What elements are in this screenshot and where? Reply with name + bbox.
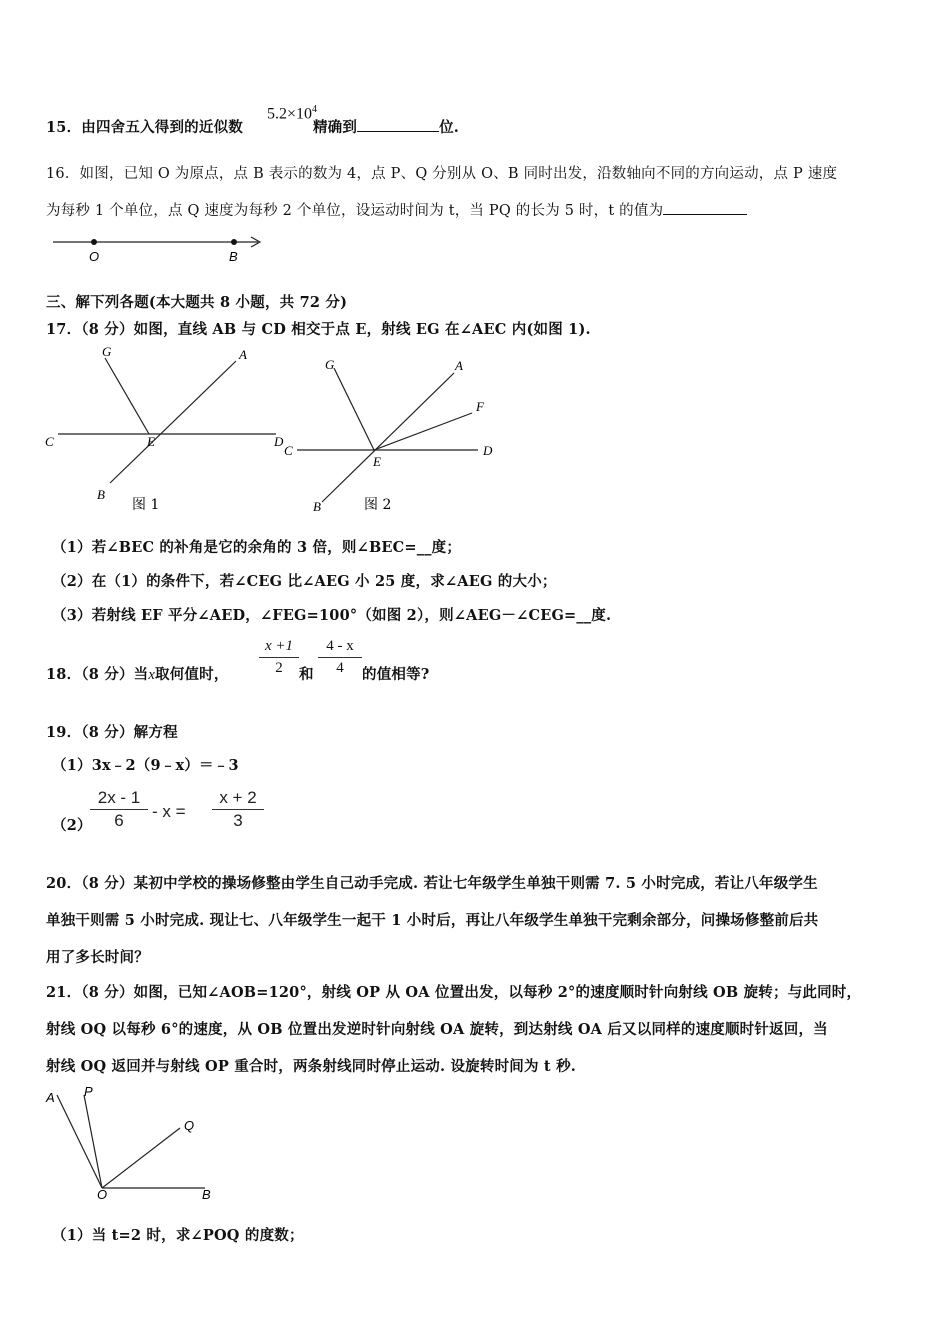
fig1-label-c: C [45, 434, 54, 449]
q16-number-line-figure [50, 230, 270, 270]
q17-stem: 17．（8 分）如图，直线 AB 与 CD 相交于点 E，射线 EG 在∠AEC 内(如图 1). [46, 321, 591, 338]
q18-frac2-denominator: 4 [336, 660, 344, 676]
q18-fraction-2 [318, 638, 362, 677]
q19-part-1: （1）3x﹣2（9﹣x）＝﹣3 [52, 757, 239, 774]
q20-line-3: 用了多长时间？ [46, 949, 149, 966]
fig1-label-g: G [102, 344, 112, 359]
q18-frac2-numerator: 4 - x [326, 638, 354, 654]
q18-frac1-bar [259, 657, 299, 658]
q17-part-1: （1）若∠BEC 的补角是它的余角的 3 倍，则∠BEC=__度； [52, 539, 462, 556]
q19-frac2-bar [212, 809, 264, 810]
q16-line-1: 16．如图，已知 O 为原点，点 B 表示的数为 4，点 P、Q 分别从 O、B 同时出发，沿数轴向不同的方向运动，点 P 速度 [46, 166, 838, 182]
line-ab-2 [322, 373, 454, 502]
q19-fraction-2 [212, 788, 264, 831]
q19-part-2-label: （2） [52, 817, 92, 834]
q17-part-3: （3）若射线 EF 平分∠AED，∠FEG=100°（如图 2），则∠AEG－∠CEG=__度. [52, 607, 612, 624]
q19-middle: - x = [152, 802, 186, 821]
q18-text-a: 18．（8 分）当 [46, 666, 149, 683]
q15-text-c: 位. [439, 119, 460, 136]
q19-stem: 19．（8 分）解方程 [46, 724, 178, 741]
q16-answer-blank[interactable] [663, 214, 747, 215]
fig2-label-f: F [476, 399, 484, 414]
ray-eg [105, 358, 149, 434]
q19-frac1-denominator: 6 [114, 811, 124, 830]
q18-line [46, 663, 229, 684]
fig2-label-a: A [455, 358, 463, 373]
q18-variable: x [148, 667, 156, 683]
q15-answer-blank[interactable] [357, 131, 439, 132]
point-b-dot [231, 239, 237, 245]
q19-fraction-1 [90, 788, 148, 831]
fig21-label-q: Q [184, 1118, 195, 1133]
q18-frac1-numerator: x +1 [264, 638, 294, 654]
q15-line [46, 116, 459, 137]
fig2-caption: 图 2 [364, 497, 392, 513]
fig1-caption: 图 1 [132, 497, 160, 513]
q18-frac2-bar [318, 657, 362, 658]
fig1-label-d: D [274, 434, 284, 449]
q21-angle-figure [40, 1080, 230, 1205]
q19-frac2-numerator: x + 2 [219, 788, 257, 807]
q18-and: 和 [299, 666, 314, 683]
q20-line-1: 20．（8 分）某初中学校的操场修整由学生自己动手完成. 若让七年级学生单独干则需 7. 5 小时完成，若让八年级学生 [46, 875, 818, 892]
label-b: B [229, 249, 238, 264]
q16-line-2 [46, 199, 747, 220]
q18-text-b: 取何值时， [155, 666, 229, 683]
q18-frac1-denominator: 2 [275, 660, 283, 676]
q21-line-1: 21．（8 分）如图，已知∠AOB=120°，射线 OP 从 OA 位置出发，以每秒 2°的速度顺时针向射线 OB 旋转；与此同时， [46, 984, 862, 1001]
section-3-heading: 三、解下列各题(本大题共 8 小题，共 72 分) [46, 294, 348, 311]
q19-frac1-numerator: 2x - 1 [97, 788, 141, 807]
fig21-label-o: O [97, 1187, 108, 1202]
q16-line-2-text: 为每秒 1 个单位，点 Q 速度为每秒 2 个单位，设运动时间为 t，当 PQ 的长为 5 时，t 的值为 [46, 203, 664, 219]
q18-text-c: 的值相等? [362, 666, 430, 683]
label-o: O [89, 249, 100, 264]
q21-line-2: 射线 OQ 以每秒 6°的速度，从 OB 位置出发逆时针向射线 OA 旋转，到达射线 OA 后又以同样的速度顺时针返回，当 [46, 1021, 828, 1038]
q15-number: 15． [46, 119, 82, 136]
q19-frac2-denominator: 3 [233, 811, 243, 830]
q17-part-2: （2）在（1）的条件下，若∠CEG 比∠AEG 小 25 度，求∠AEG 的大小； [52, 573, 557, 590]
fig2-label-c: C [284, 443, 293, 458]
q21-part-1: （1）当 t=2 时，求∠POQ 的度数； [52, 1227, 304, 1244]
ray-oa [57, 1095, 102, 1188]
q15-value-mantissa: 5.2×10 [267, 105, 313, 123]
ray-oq [102, 1128, 180, 1188]
q20-line-2: 单独干则需 5 小时完成. 现让七、八年级学生一起干 1 小时后，再让八年级学生单独干完剩余部分，问操场修整前后共 [46, 912, 819, 929]
fig1-label-b: B [97, 487, 105, 502]
fig21-label-b: B [202, 1187, 211, 1202]
q15-text-a: 由四舍五入得到的近似数 [81, 119, 243, 136]
fig1-label-a: A [239, 347, 247, 362]
q17-figure-1 [40, 340, 290, 520]
q15-value-exponent: 4 [312, 104, 318, 115]
line-ab [110, 361, 236, 483]
fig21-label-a: A [46, 1090, 55, 1105]
q18-fraction-1 [259, 638, 299, 677]
q15-approx-value [267, 104, 317, 123]
ray-op [84, 1095, 102, 1188]
fig2-label-d: D [483, 443, 493, 458]
q15-text-b: 精确到 [312, 119, 358, 136]
point-o-dot [91, 239, 97, 245]
q21-line-3: 射线 OQ 返回并与射线 OP 重合时，两条射线同时停止运动. 设旋转时间为 t 秒. [46, 1058, 577, 1075]
fig2-label-e: E [373, 454, 381, 469]
fig2-label-b: B [313, 499, 321, 514]
fig2-label-g: G [325, 357, 335, 372]
ray-eg-2 [334, 368, 374, 450]
ray-ef [374, 413, 472, 450]
fig1-label-e: E [147, 434, 155, 449]
q19-frac1-bar [90, 809, 148, 810]
fig21-label-p: P [84, 1084, 93, 1099]
q17-figure-2 [282, 352, 512, 522]
